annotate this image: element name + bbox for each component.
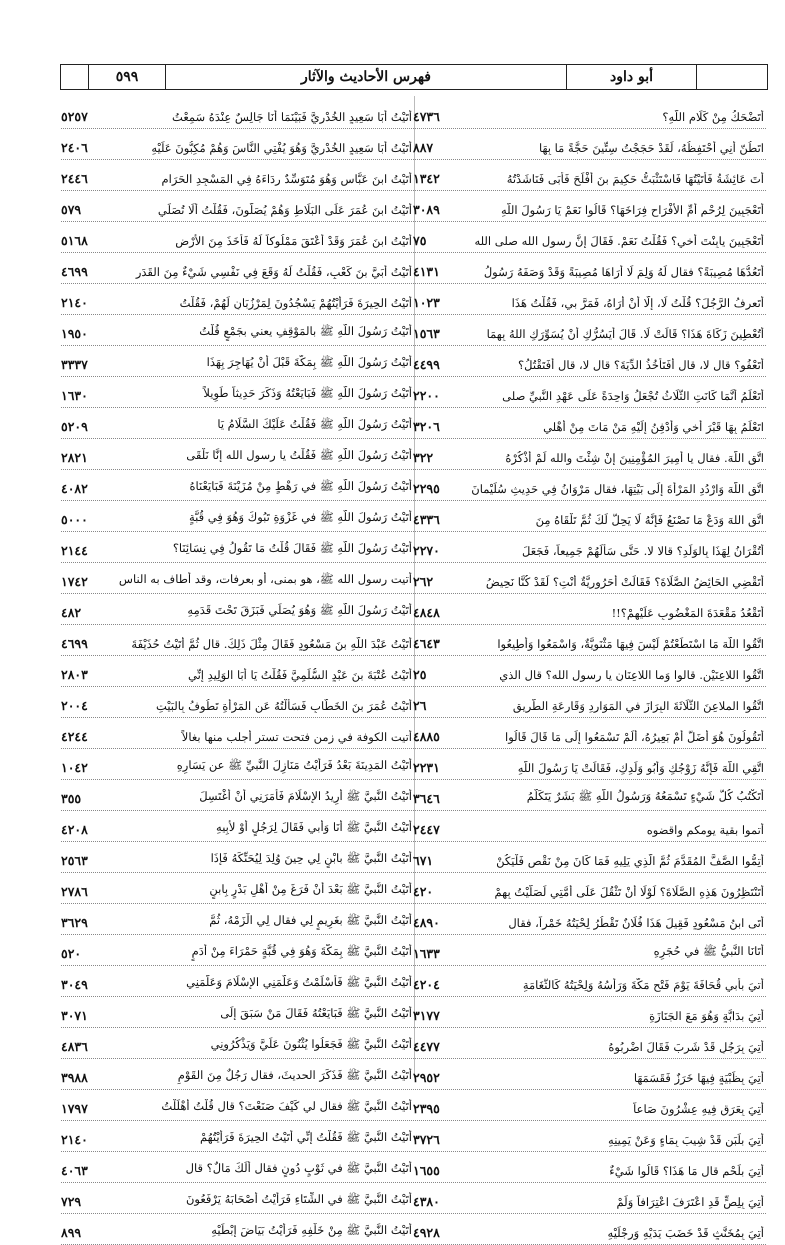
index-entry: [61, 408, 414, 439]
hadith-text: أتَيْتُ رَسُولَ اللَّهِ ﷺ في رَهْطٍ مِنْ مُزَيْنَةَ فَبَايَعْنَاهُ: [189, 479, 412, 493]
hadith-text: أتَيْتُ النَّبيَّ ﷺ فقال لي كَيْفَ صَنَعْتَ؟ قال قُلْتُ أهْلَلْتُ: [161, 1099, 412, 1113]
index-entry: [61, 935, 414, 966]
hadith-text: أتَيْتُ عَبْدَ اللَّهِ بنَ مَسْعُودٍ فَقَالَ مِثْلَ ذَلِكَ. قال ثُمَّ أتَيْتُ حُذَيْفَةَ: [131, 637, 412, 651]
hadith-text: أتَعْجَبِينَ يابِنْتَ أخي؟ فَقُلْتُ نَعَمْ. فَقَالَ إنَّ رسول الله صلى الله: [474, 234, 764, 248]
index-entry: [61, 966, 414, 997]
hadith-text: أتَقْضِي الحَائِضُ الصَّلَاةَ؟ فَقَالَتْ أحَرُورِيَّةٌ أنْتِ؟ لَقَدْ كُنَّا نَحِيضُ: [485, 575, 764, 589]
hadith-text: أتَيْتُ النَّبيَّ ﷺ أُرِيدُ الإسْلَامَ فَأمَرَنِي أنْ أغْتَسِلَ: [199, 789, 412, 803]
hadith-number: ٤٠٦٣: [61, 1163, 88, 1178]
hadith-number: ٢٦: [413, 698, 427, 713]
index-entry: [413, 253, 766, 284]
index-entry: [61, 439, 414, 470]
hadith-text: أتَنْتَظِرُونَ هَذِهِ الصَّلَاةَ؟ لَوْلَا أنْ تَثْقُلَ عَلَى أمَّتِي لَصَلَّيْتُ بِهِمْ: [494, 885, 764, 899]
index-entry: [413, 780, 766, 811]
index-entry: [413, 625, 766, 656]
hadith-number: ٢٨٠٣: [61, 667, 88, 682]
hadith-number: ٣٦٢٩: [61, 915, 88, 930]
hadith-number: ٤٦٩٩: [61, 264, 88, 279]
hadith-number: ٣٥٥: [61, 791, 82, 806]
hadith-number: ١٧٩٧: [61, 1101, 88, 1116]
index-entry: [413, 439, 766, 470]
index-entry: [413, 98, 766, 129]
hadith-text: أتَيْتُ النَّبيَّ ﷺ أنَا وَأبي فَقَالَ لِرَجُلٍ أوْ لأبِيهِ: [216, 820, 412, 834]
hadith-number: ٤٦٩٩: [61, 636, 88, 651]
hadith-number: ٣٢٠٦: [413, 419, 440, 434]
hadith-text: أتِيَ بِعَرَقٍ فِيهِ عِشْرُونَ صَاعاً: [633, 1102, 764, 1116]
hadith-number: ٢١٤٠: [61, 295, 88, 310]
hadith-text: أتِيَ بِمُخَنَّثٍ قَدْ خَضَبَ يَدَيْهِ وَرِجْلَيْهِ: [607, 1226, 764, 1240]
page-header: [60, 64, 768, 90]
index-entry: [413, 532, 766, 563]
hadith-number: ٤٤٧٧: [413, 1039, 440, 1054]
index-entry: [413, 966, 766, 997]
index-entry: [61, 780, 414, 811]
hadith-number: ٢٤٠٦: [61, 140, 88, 155]
hadith-number: ٢٢٣١: [413, 760, 440, 775]
hadith-text: أتَقُولُونَ هُوَ أضَلُّ أمْ بَعِيرُهُ، ألَمْ تَسْمَعُوا إلَى مَا قَالَ قَالُوا: [505, 730, 764, 744]
index-entry: [61, 160, 414, 191]
index-entry: [413, 935, 766, 966]
index-entry: [413, 346, 766, 377]
left-column: [61, 98, 414, 1245]
hadith-text: أتَانَا النَّبيُّ ﷺ في حُجَرِهِ: [653, 944, 764, 958]
hadith-number: ٢٢٠٠: [413, 388, 440, 403]
hadith-number: ٣٧٢٦: [413, 1132, 440, 1147]
hadith-text: أتَكْتُبُ كُلَّ شَيْءٍ تَسْمَعُهُ وَرَسُولُ اللَّهِ ﷺ بَشَرٌ يَتَكَلَّمُ: [526, 789, 764, 803]
hadith-number: ٦٧١: [413, 853, 434, 868]
hadith-text: أتيت الكوفة في زمن فتحت تستر أجلب منها بغالاً: [181, 730, 412, 744]
hadith-text: أتَيْتُ النَّبيَّ ﷺ بِمَكَّةَ وَهُوَ فِي قُبَّةٍ حَمْرَاءَ مِنْ أدَمٍ: [191, 944, 412, 958]
index-entry: [61, 501, 414, 532]
hadith-text: أتَيْتُ رَسُولَ اللَّهِ ﷺ فَبَايَعْتُهُ وَذَكَرَ حَدِيثاً طَوِيلاً: [203, 386, 412, 400]
hadith-number: ٢٧٨٦: [61, 884, 88, 899]
hadith-text: اتَّقِ اللهَ وَدَعْ مَا تَصْنَعُ فَإنَّهُ لَا يَحِلُّ لَكَ ثُمَّ تَلْقَاهُ مِنَ: [535, 513, 764, 527]
index-entry: [413, 501, 766, 532]
book-name: أبو داود: [567, 65, 697, 89]
index-entry: [61, 1028, 414, 1059]
hadith-text: أتَيْتُ عُتْبَةَ بنَ عَبْدٍ السُّلَمِيَّ فَقُلْتُ يَا أبَا الوَلِيدِ إنِّي: [188, 668, 412, 682]
hadith-text: أتَقْعُدُ مَقْعَدَةَ المَغْضُوبِ عَلَيْهِمْ؟!!: [611, 606, 764, 620]
index-entry: [61, 470, 414, 501]
hadith-text: اتَعْلَمُ بِهَا قَبْرَ أخي وَأدْفِنُ إلَيْهِ مَنْ مَاتَ مِنْ أهْلي: [543, 420, 764, 434]
index-entry: [413, 191, 766, 222]
hadith-number: ٤٩٢٨: [413, 1225, 440, 1240]
index-entry: [61, 1090, 414, 1121]
hadith-number: ٣٦٤٦: [413, 791, 440, 806]
hadith-text: أتُقْرَانُ لِهَذَا بِالوَلَدِ؟ قالا لا. حَتَّى سَألَهُمْ جَمِيعاً، فَجَعَلَ: [522, 544, 764, 558]
hadith-number: ٤٨٣٦: [61, 1039, 88, 1054]
hadith-number: ٢٤٤٦: [61, 171, 88, 186]
hadith-number: ٢٢٧٠: [413, 543, 440, 558]
index-entry: [413, 687, 766, 718]
hadith-number: ١٦٥٥: [413, 1163, 440, 1178]
index-entry: [61, 594, 414, 625]
hadith-number: ١٣٤٢: [413, 171, 440, 186]
hadith-number: ٤٢٠٨: [61, 822, 88, 837]
page-number: ٥٩٩: [89, 65, 166, 89]
hadith-text: أتَيْتُ ابنَ عُمَرَ وَقَدْ أعْتَقَ مَمْلُوكاً لَهُ فَأخَذَ مِنَ الأرْضِ: [175, 234, 412, 248]
index-entry: [413, 842, 766, 873]
hadith-text: أتَيْتُ النَّبيَّ ﷺ فَقُلْتُ إنِّي أتَيْتُ الحِيرَةَ فَرَأيْتُهُمْ: [199, 1130, 412, 1144]
hadith-text: اتَّقُوا الملاعِنَ الثَّلَاثَةَ البِرَازَ في المَوَارِدِ وَقَارِعَةِ الطَّرِيقِ: [512, 699, 764, 713]
hadith-number: ٨٩٩: [61, 1225, 82, 1240]
index-entry: [413, 377, 766, 408]
hadith-text: أتَيْتُ النَّبيَّ ﷺ بغَرِيمٍ لِي فقال لِي الْزَمْهُ، ثُمَّ: [209, 913, 412, 927]
index-entry: [61, 98, 414, 129]
index-entry: [413, 129, 766, 160]
index-entry: [413, 594, 766, 625]
hadith-number: ٢٠٠٤: [61, 698, 88, 713]
hadith-number: ٤٨٨٥: [413, 729, 440, 744]
index-entry: [61, 718, 414, 749]
index-entry: [61, 253, 414, 284]
hadith-number: ٤٨٤٨: [413, 605, 440, 620]
index-entry: [413, 904, 766, 935]
hadith-number: ٥٢٥٧: [61, 109, 88, 124]
hadith-number: ٥٢٠٩: [61, 419, 88, 434]
index-entry: [413, 470, 766, 501]
hadith-number: ٢٤٤٧: [413, 822, 440, 837]
hadith-text: أتَيْتُ رَسُولَ اللَّهِ ﷺ فَقَالَ قُلْتُ مَا تَقُولُ فِي نِسَائِنَا؟: [172, 541, 412, 555]
hadith-text: أتَيْتُ النَّبيَّ ﷺ في الشِّتَاءِ فَرَأيْتُ أصْحَابَهُ يَرْفَعُونَ: [185, 1192, 412, 1206]
hadith-text: أتِيَ بلَحْمٍ قال مَا هَذَا؟ قَالُوا شَيْءٌ: [609, 1164, 764, 1178]
hadith-number: ٧٥: [413, 233, 427, 248]
hadith-number: ٤٨٢: [61, 605, 82, 620]
index-entry: [61, 842, 414, 873]
index-entry: [413, 284, 766, 315]
hadith-text: أتَيْتُ النَّبيَّ ﷺ مِنْ خَلْفِهِ فَرَأيْتُ بَيَاضَ إبْطَيْهِ: [211, 1223, 412, 1237]
index-entry: [61, 873, 414, 904]
hadith-number: ٥١٦٨: [61, 233, 88, 248]
index-entry: [61, 1183, 414, 1214]
hadith-number: ٤٧٣٦: [413, 109, 440, 124]
hadith-number: ٣١٧٧: [413, 1008, 440, 1023]
hadith-text: أتَعُدُّهَا مُصِيبَةً؟ فقال لَهُ وَلِمَ لَا أرَاهَا مُصِيبَةً وَقَدْ وَصَفَهُ رَسُولُ: [483, 265, 764, 279]
page-title: فهرس الأحاديث والآثار: [166, 65, 567, 89]
index-entry: [61, 1152, 414, 1183]
index-entry: [61, 191, 414, 222]
index-entry: [413, 656, 766, 687]
index-entry: [413, 749, 766, 780]
hadith-number: ٢٩٥٢: [413, 1070, 440, 1085]
hadith-text: أتَيْتُ الحِيرَةَ فَرَأَيْتُهُمْ يَسْجُدُونَ لِمَرْزُبَانٍ لَهُمْ، فَقُلْتُ: [179, 296, 412, 310]
index-entry: [61, 749, 414, 780]
hadith-number: ١٦٣٣: [413, 946, 440, 961]
right-column: [413, 98, 766, 1245]
index-entry: [413, 315, 766, 346]
index-entry: [61, 315, 414, 346]
index-entry: [413, 1152, 766, 1183]
index-entry: [61, 532, 414, 563]
hadith-text: اتَّقُوا اللَّهَ مَا اسْتَطَعْتُمْ لَيْسَ فِيهَا مَثْنَوِيَّةٌ، وَاسْمَعُوا وَأطِيعُوا: [497, 637, 764, 651]
index-entry: [413, 160, 766, 191]
hadith-text: أتَيْتُ النَّبيَّ ﷺ فَأسْلَمْتُ وَعَلَّمَنِي الإسْلَامَ وَعَلَّمَنِي: [186, 975, 412, 989]
index-entry: [413, 1090, 766, 1121]
hadith-text: أتَعرِفُ الرَّجُلَ؟ قُلْتُ لَا، إلَّا أنْ أرَاهُ، فَمَرَّ بي، فَقُلْتُ هَذَا: [511, 296, 764, 310]
index-entry: [413, 1183, 766, 1214]
hadith-number: ٥٠٠٠: [61, 512, 88, 527]
hadith-number: ٢٥٦٣: [61, 853, 88, 868]
hadith-text: أتَعْفُو؟ قال لا، قال أفَتَأْخُذُ الدِّيَةَ؟ قال لا، قال أفَتَقْتُلُ؟: [518, 358, 764, 372]
hadith-text: أتَيْتُ ابنَ عَبَّاسٍ وَهُوَ مُتَوَسِّدٌ رِدَاءَهُ فِي المَسْجِدِ الحَرَامِ: [161, 172, 412, 186]
hadith-number: ٣٠٧١: [61, 1008, 88, 1023]
hadith-number: ٢٣٩٥: [413, 1101, 440, 1116]
index-entry: [61, 346, 414, 377]
index-entry: [413, 1028, 766, 1059]
index-entry: [413, 1121, 766, 1152]
hadith-number: ٥٢٠: [61, 946, 82, 961]
hadith-number: ٥٧٩: [61, 202, 82, 217]
index-entry: [61, 997, 414, 1028]
hadith-text: أَتَ عَائِشَةُ فَأَتَيْتُهَا فَاسْتَثْبَتُّ حَكِيمَ بنَ أَفْلَحَ فَأَبَى فَنَاشَدْتُهُ: [506, 172, 764, 186]
hadith-text: اتَّقِ اللَّهَ. فقال يا أمِيرَ المُؤْمِنِينَ إنْ شِئْتَ والله لَمْ أذْكُرْهُ: [505, 451, 764, 465]
hadith-text: أتَيْتُ النَّبيَّ ﷺ فَبَايَعْتُهُ فَقَالَ مَنْ سَبَقَ إلَى: [220, 1006, 412, 1020]
index-entry: [413, 1059, 766, 1090]
hadith-text: أتَيْتُ النَّبيَّ ﷺ بابْنٍ لِي حِينَ وُلِدَ لِيُحَنِّكَهُ فَإذَا: [210, 851, 412, 865]
hadith-text: أتِيَ بِرَجُلٍ قَدْ شَرِبَ فَقَالَ اضْرِبُوهُ: [608, 1040, 764, 1054]
hadith-text: أتيَ بأبي قُحَافَةَ يَوْمَ فَتْحِ مَكَّةَ وَرَأْسُهُ وَلِحْيَتُهُ كَالثَّغَامَةِ: [522, 978, 764, 992]
index-entry: [413, 997, 766, 1028]
hadith-number: ١٩٥٠: [61, 326, 88, 341]
hadith-text: أتموا بقية يومكم واقضوه: [646, 823, 764, 837]
index-entry: [61, 222, 414, 253]
index-entry: [61, 1059, 414, 1090]
header-empty-cell-left: [61, 65, 89, 89]
index-entry: [61, 656, 414, 687]
hadith-text: أتَيْتُ أبَا سَعِيدٍ الخُدْرِيَّ وَهُوَ يُفْتِي النَّاسَ وَهُمْ مُكِبُّونَ عَلَيْهِ: [151, 141, 412, 155]
hadith-number: ٤٠٨٢: [61, 481, 88, 496]
hadith-text: أتَيْتُ النَّبيَّ ﷺ فَذَكَرَ الحديثَ، فقال رَجُلٌ مِنَ القَوْمِ: [177, 1068, 412, 1082]
index-entry: [413, 718, 766, 749]
hadith-number: ١٧٤٢: [61, 574, 88, 589]
hadith-number: ٤٣٣٦: [413, 512, 440, 527]
hadith-number: ٣٢٢: [413, 450, 434, 465]
hadith-text: أتِيَ بدَابَّةٍ وَهُوَ مَعَ الجَنَازَةِ: [649, 1009, 764, 1023]
hadith-number: ٢١٤٤: [61, 543, 88, 558]
hadith-number: ٤٨٩٠: [413, 915, 440, 930]
hadith-number: ٢٨٢١: [61, 450, 88, 465]
index-entry: [61, 625, 414, 656]
hadith-text: اتَّقِ اللَّهَ وَارْدُدِ المَرْأةَ إلَى بَيْتِهَا، فقال مَرْوَانُ فِي حَدِيثِ سُلَيْمانَ: [471, 482, 764, 496]
index-entry: [413, 1214, 766, 1245]
hadith-number: ١٠٤٢: [61, 760, 88, 775]
hadith-number: ١٥٦٣: [413, 326, 440, 341]
hadith-number: ٢٢٩٥: [413, 481, 440, 496]
hadith-number: ٤٦٤٣: [413, 636, 440, 651]
index-entry: [413, 873, 766, 904]
index-entry: [413, 811, 766, 842]
hadith-number: ٢٥: [413, 667, 427, 682]
hadith-text: أتِيَ بلَبَنٍ قَدْ شِيبَ بِمَاءٍ وَعَنْ يَمِينِهِ: [608, 1133, 764, 1147]
hadith-text: أتَيْتُ رَسُولَ اللَّهِ ﷺ بالمَوْقِفِ يعني بجَمْعٍ قُلْتُ: [199, 324, 412, 338]
hadith-text: أتَيْتُ رَسُولَ اللَّهِ ﷺ في غَزْوَةِ تَبُوكَ وَهُوَ فِي قُبَّةٍ: [189, 510, 412, 524]
hadith-number: ٣٣٣٧: [61, 357, 88, 372]
hadith-text: أتَعْلَمُ أنَّمَا كَانَتِ الثَّلَاثُ تُجْعَلُ وَاحِدَةً عَلَى عَهْدِ النَّبيِّ صلى: [502, 389, 764, 403]
hadith-text: أتَيْتُ النَّبيَّ ﷺ بَعْدَ أنْ فَرَغَ مِنْ أهْلِ بَدْرٍ بِابنٍ: [209, 882, 412, 896]
hadith-text: أتِيَ بِلِصٍّ قَدِ اعْتَرَفَ اعْتِرَافاً وَلَمْ: [616, 1195, 764, 1209]
index-entry: [61, 1121, 414, 1152]
hadith-number: ٣٠٨٩: [413, 202, 440, 217]
index-entry: [413, 222, 766, 253]
hadith-number: ٣٠٤٩: [61, 977, 88, 992]
hadith-number: ٢٦٢: [413, 574, 434, 589]
hadith-number: ١٠٢٣: [413, 295, 440, 310]
header-empty-cell-right: [697, 65, 767, 89]
hadith-text: أَتَضْحَكُ مِنْ كَلَامِ اللَّهِ؟: [662, 110, 764, 124]
hadith-text: أتَيْتُ ابنَ عُمَرَ عَلَى البَلَاطِ وَهُمْ يُصَلُّونَ، فَقُلْتُ ألَا تُصَلِّي: [157, 203, 412, 217]
hadith-number: ٤٢٤٤: [61, 729, 88, 744]
index-entry: [413, 563, 766, 594]
hadith-text: أتِمُّوا الصَّفَّ المُقَدَّمَ ثُمَّ الَّذِي يَلِيهِ فَمَا كَانَ مِنْ نَقْصٍ فَلْيَكُنْ: [496, 854, 764, 868]
hadith-number: ٤٣٨٠: [413, 1194, 440, 1209]
index-entry: [61, 284, 414, 315]
hadith-text: اتَّقُوا اللاعِنَيْنِ. قالوا وَما اللاعِنَانِ يا رسول الله؟ قال الذي: [499, 668, 764, 682]
hadith-text: أتَيْتُ المَدِينَةَ بَعْدُ فَرَأيْتُ مَنَازِلَ النَّبيِّ ﷺ عن يَسَارِهِ: [176, 758, 412, 772]
hadith-text: اتَطُنّ أنِي أحْتَفِظُهُ، لَقَدْ حَجَجْتُ سِتِّينَ حَجَّةً مَا بِهَا: [538, 141, 764, 155]
index-entry: [61, 563, 414, 594]
hadith-text: أتَيْتُ النَّبيَّ ﷺ فَجَعَلُوا يُثْنُونَ عَلَيَّ وَيَذْكُرُونِي: [210, 1037, 412, 1051]
hadith-number: ٨٨٧: [413, 140, 434, 155]
hadith-number: ٤٢٠٤: [413, 977, 440, 992]
hadith-text: أتَيْتُ عُمَرَ بنَ الخَطَّابِ فَسَألْتُهُ عَنِ المَرْأةِ تَطُوفُ بِالبَيْتِ: [156, 699, 412, 713]
hadith-number: ٤١٣١: [413, 264, 440, 279]
hadith-text: أتَيْتُ النَّبيَّ ﷺ في ثَوْبٍ دُونٍ فقال ألَكَ مَالٌ؟ قال: [185, 1161, 412, 1175]
hadith-text: أتيت رسول الله ﷺ، هو بمنى، أو بعرفات، وقد أطاف به الناس: [118, 572, 412, 586]
hadith-number: ١٦٣٠: [61, 388, 88, 403]
hadith-text: أتَيْتُ رَسُولَ اللَّهِ ﷺ فَقُلْتُ عَلَيْكَ السَّلَامُ يَا: [217, 417, 412, 431]
index-entry: [61, 811, 414, 842]
hadith-text: أتِيَ بِظَبْيَةٍ فِيهَا خَرَزٌ فَقَسَمَهَا: [633, 1071, 764, 1085]
index-entry: [61, 377, 414, 408]
hadith-text: أتَى ابنُ مَسْعُودٍ فَقِيلَ هَذَا فُلَانٌ تَقْطُرُ لِحْيَتُهُ خَمْراً، فقال: [508, 916, 764, 930]
hadith-number: ٣٩٨٨: [61, 1070, 88, 1085]
hadith-text: أتَيْتُ رَسُولَ اللَّهِ ﷺ بِمَكَّةَ قَبْلَ أنْ يُهَاجِرَ بِهَذَا: [206, 355, 412, 369]
index-entry: [61, 904, 414, 935]
hadith-text: أتَيْتُ أبَا سَعِيدٍ الخُدْرِيَّ فَبَيْنَمَا أنَا جَالِسٌ عِنْدَهُ سَمِعْتُ: [172, 110, 412, 124]
index-entry: [61, 129, 414, 160]
hadith-text: أتَعْجَبِينَ لِرُحْمِ أمِّ الأفْرَاحِ فِرَاخَهَا؟ قَالُوا نَعَمْ يَا رَسُولَ اللَّهِ: [500, 203, 764, 217]
index-entry: [413, 408, 766, 439]
hadith-number: ٤٢٠: [413, 884, 434, 899]
hadith-text: اتَّقِي اللَّهَ فَإنَّهُ زَوْجُكِ وَأبُو وَلَدِكِ، فَقَالَتْ يَا رَسُولَ اللَّهِ: [517, 761, 764, 775]
hadith-number: ٤٤٩٩: [413, 357, 440, 372]
index-entry: [61, 687, 414, 718]
hadith-text: أتَيْتُ أبَيَّ بنَ كَعْبٍ، فَقُلْتُ لَهُ وَقَعَ فِي نَفْسِي شَيْءٌ مِنَ القَدَرِ: [135, 265, 412, 279]
hadith-number: ٧٢٩: [61, 1194, 82, 1209]
hadith-number: ٢١٤٠: [61, 1132, 88, 1147]
hadith-text: أتَيْتُ رَسُولَ اللَّهِ ﷺ فَقُلْتُ يا رسول الله إنَّا نَلْقَى: [186, 448, 412, 462]
index-entry: [61, 1214, 414, 1245]
hadith-text: أتَيْتُ رَسُولَ اللَّهِ ﷺ وَهُوَ يُصَلِّي فَبَزَقَ تَحْتَ قَدَمِهِ: [187, 603, 412, 617]
hadith-text: أتُعْطِينَ زَكَاةَ هَذَا؟ قَالَتْ لَا. قَالَ أيَسُرُّكِ أنْ يُسَوِّرَكِ اللهُ بِهِمَا: [486, 327, 764, 341]
